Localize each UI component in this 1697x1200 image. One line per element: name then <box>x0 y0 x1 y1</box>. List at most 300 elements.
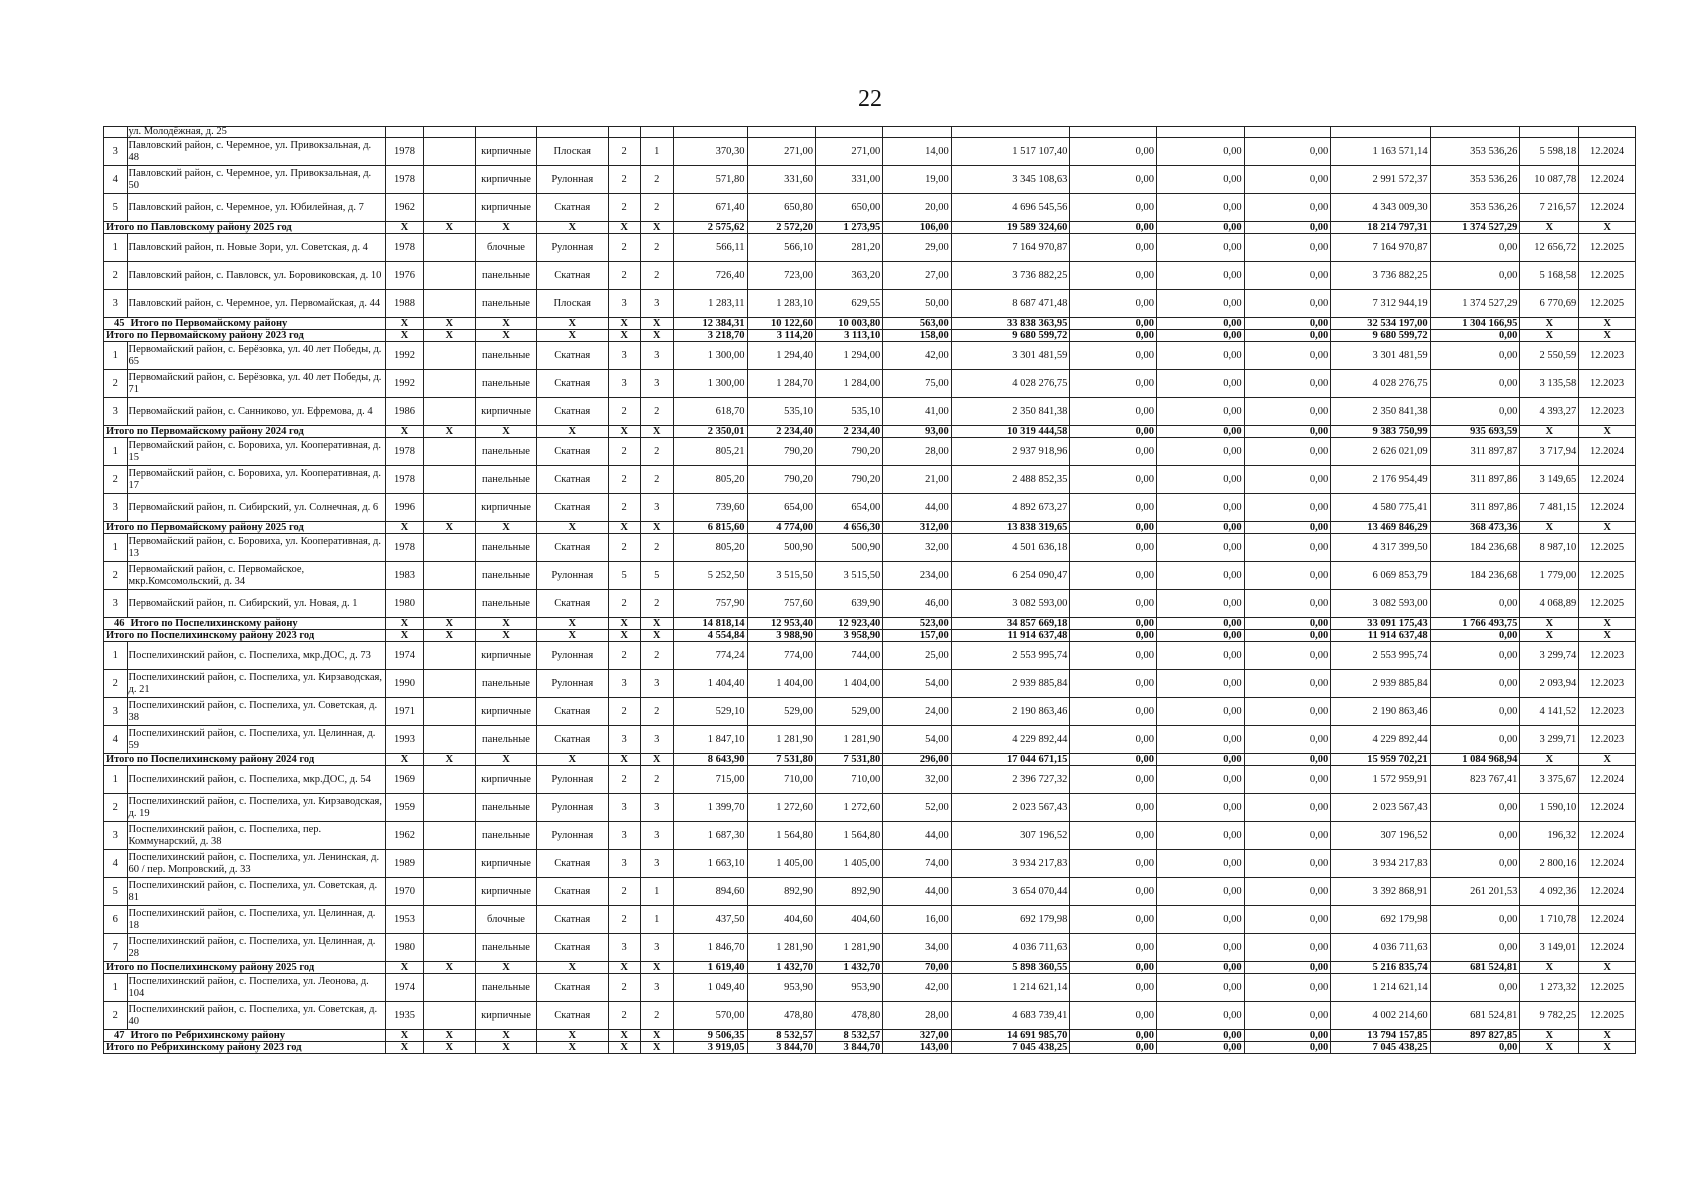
table-row <box>104 138 1636 166</box>
value-cell-a3: 1 281,90 <box>815 934 882 962</box>
year-cell: 1978 <box>386 438 423 466</box>
empty-cell <box>1156 127 1244 138</box>
x-mark-cell: X <box>476 330 537 342</box>
total-value-cell-a1: 8 643,90 <box>673 754 747 766</box>
address-cell: Поспелихинский район, с. Поспелиха, ул. Советская, д. 40 <box>127 1002 386 1030</box>
total-label: Итого по Первомайскому району <box>130 318 288 329</box>
wall-material-cell: блочные <box>476 234 537 262</box>
wall-material-cell: панельные <box>476 290 537 318</box>
total-label-cell <box>104 630 386 642</box>
floors-cell: 3 <box>608 850 640 878</box>
value-cell-cost: 4 696 545,56 <box>951 194 1070 222</box>
table-row <box>104 850 1636 878</box>
x-mark-cell: X <box>608 618 640 630</box>
year-cell: 1989 <box>386 850 423 878</box>
value-cell-a1: 805,20 <box>673 534 747 562</box>
floors-cell: 3 <box>608 726 640 754</box>
value-cell-f1: 0,00 <box>1070 290 1157 318</box>
entrances-cell: 2 <box>640 534 673 562</box>
entrances-cell: 2 <box>640 398 673 426</box>
value-cell-f2: 0,00 <box>1156 822 1244 850</box>
value-cell-a3: 790,20 <box>815 466 882 494</box>
total-label-cell <box>104 222 386 234</box>
value-cell-f3: 0,00 <box>1244 166 1331 194</box>
total-label: Итого по Ребрихинскому району 2023 год <box>106 1042 302 1053</box>
wall-material-cell: кирпичные <box>476 698 537 726</box>
total-row <box>104 754 1636 766</box>
row-number-cell: 2 <box>104 1002 128 1030</box>
value-cell-cost: 7 164 970,87 <box>951 234 1070 262</box>
value-cell-cost: 4 501 636,18 <box>951 534 1070 562</box>
value-cell-cost: 6 254 090,47 <box>951 562 1070 590</box>
floors-cell: 2 <box>608 138 640 166</box>
value-cell-cost: 3 082 593,00 <box>951 590 1070 618</box>
value-cell-a2: 650,80 <box>747 194 815 222</box>
table-row <box>104 822 1636 850</box>
x-mark-cell: X <box>608 222 640 234</box>
total-value-cell-cost: 33 838 363,95 <box>951 318 1070 330</box>
completion-date-cell: 12.2025 <box>1579 262 1636 290</box>
table-row <box>104 290 1636 318</box>
value-cell-f3: 0,00 <box>1244 934 1331 962</box>
value-cell-f1: 0,00 <box>1070 194 1157 222</box>
roof-type-cell: Скатная <box>536 194 608 222</box>
total-value-cell-f2: 0,00 <box>1156 1042 1244 1054</box>
table-row <box>104 262 1636 290</box>
address-cell: Первомайский район, с. Берёзовка, ул. 40 лет Победы, д. 65 <box>127 342 386 370</box>
x-mark-cell: X <box>476 222 537 234</box>
unit-cost-cell: 2 093,94 <box>1520 670 1579 698</box>
empty-cell <box>423 642 475 670</box>
floors-cell: 3 <box>608 934 640 962</box>
value-cell-f2: 0,00 <box>1156 850 1244 878</box>
empty-cell <box>423 878 475 906</box>
value-cell-f5: 353 536,26 <box>1430 166 1520 194</box>
roof-type-cell: Скатная <box>536 850 608 878</box>
x-mark-cell: X <box>423 330 475 342</box>
x-mark-cell: X <box>536 754 608 766</box>
row-number-cell: 5 <box>104 878 128 906</box>
floors-cell: 3 <box>608 342 640 370</box>
value-cell-f1: 0,00 <box>1070 934 1157 962</box>
total-value-cell-f3: 0,00 <box>1244 630 1331 642</box>
empty-cell <box>386 127 423 138</box>
floors-cell: 2 <box>608 494 640 522</box>
row-number-cell: 4 <box>104 166 128 194</box>
total-value-cell-a3: 3 958,90 <box>815 630 882 642</box>
value-cell-people: 50,00 <box>883 290 951 318</box>
total-label-cell <box>104 522 386 534</box>
value-cell-a1: 1 399,70 <box>673 794 747 822</box>
total-value-cell-f2: 0,00 <box>1156 426 1244 438</box>
total-row <box>104 426 1636 438</box>
total-value-cell-f4: 5 216 835,74 <box>1331 962 1430 974</box>
value-cell-a1: 1 404,40 <box>673 670 747 698</box>
value-cell-f5: 823 767,41 <box>1430 766 1520 794</box>
value-cell-f1: 0,00 <box>1070 794 1157 822</box>
unit-cost-cell: 2 800,16 <box>1520 850 1579 878</box>
value-cell-f1: 0,00 <box>1070 974 1157 1002</box>
table-row <box>104 670 1636 698</box>
total-value-cell-f1: 0,00 <box>1070 1030 1157 1042</box>
value-cell-a3: 1 564,80 <box>815 822 882 850</box>
value-cell-cost: 4 892 673,27 <box>951 494 1070 522</box>
address-cell: Поспелихинский район, с. Поспелиха, ул. Советская, д. 81 <box>127 878 386 906</box>
entrances-cell: 2 <box>640 642 673 670</box>
total-label: Итого по Первомайскому району 2023 год <box>106 330 304 341</box>
value-cell-f2: 0,00 <box>1156 398 1244 426</box>
value-cell-f2: 0,00 <box>1156 466 1244 494</box>
floors-cell: 2 <box>608 906 640 934</box>
total-value-cell-f3: 0,00 <box>1244 426 1331 438</box>
wall-material-cell: кирпичные <box>476 166 537 194</box>
value-cell-f4: 2 553 995,74 <box>1331 642 1430 670</box>
x-mark-cell: X <box>423 222 475 234</box>
completion-date-cell: 12.2023 <box>1579 642 1636 670</box>
empty-cell <box>1430 127 1520 138</box>
value-cell-a3: 710,00 <box>815 766 882 794</box>
entrances-cell: 2 <box>640 590 673 618</box>
value-cell-f3: 0,00 <box>1244 670 1331 698</box>
wall-material-cell: кирпичные <box>476 850 537 878</box>
floors-cell: 2 <box>608 438 640 466</box>
total-label: Итого по Первомайскому району 2025 год <box>106 522 304 533</box>
completion-date-cell: 12.2024 <box>1579 138 1636 166</box>
empty-cell <box>423 138 475 166</box>
value-cell-f3: 0,00 <box>1244 850 1331 878</box>
x-mark-cell: X <box>1520 330 1579 342</box>
completion-date-cell: 12.2025 <box>1579 590 1636 618</box>
empty-cell <box>1070 127 1157 138</box>
total-value-cell-cost: 13 838 319,65 <box>951 522 1070 534</box>
value-cell-a2: 953,90 <box>747 974 815 1002</box>
roof-type-cell: Скатная <box>536 534 608 562</box>
roof-type-cell: Рулонная <box>536 670 608 698</box>
value-cell-f4: 692 179,98 <box>1331 906 1430 934</box>
value-cell-f1: 0,00 <box>1070 850 1157 878</box>
total-label-cell <box>104 962 386 974</box>
total-value-cell-people: 157,00 <box>883 630 951 642</box>
value-cell-a3: 271,00 <box>815 138 882 166</box>
address-cell: Павловский район, с. Черемное, ул. Привокзальная, д. 48 <box>127 138 386 166</box>
unit-cost-cell: 1 590,10 <box>1520 794 1579 822</box>
unit-cost-cell: 3 299,71 <box>1520 726 1579 754</box>
x-mark-cell: X <box>386 962 423 974</box>
completion-date-cell: 12.2025 <box>1579 562 1636 590</box>
x-mark-cell: X <box>423 1030 475 1042</box>
floors-cell: 2 <box>608 534 640 562</box>
year-cell: 1974 <box>386 974 423 1002</box>
table-row <box>104 794 1636 822</box>
x-mark-cell: X <box>536 318 608 330</box>
total-value-cell-f3: 0,00 <box>1244 1030 1331 1042</box>
wall-material-cell: блочные <box>476 906 537 934</box>
x-mark-cell: X <box>423 630 475 642</box>
entrances-cell: 2 <box>640 234 673 262</box>
value-cell-f1: 0,00 <box>1070 370 1157 398</box>
completion-date-cell: 12.2023 <box>1579 398 1636 426</box>
unit-cost-cell: 12 656,72 <box>1520 234 1579 262</box>
value-cell-a2: 1 294,40 <box>747 342 815 370</box>
wall-material-cell: кирпичные <box>476 878 537 906</box>
value-cell-a2: 529,00 <box>747 698 815 726</box>
x-mark-cell: X <box>536 522 608 534</box>
completion-date-cell: 12.2023 <box>1579 698 1636 726</box>
x-mark-cell: X <box>386 522 423 534</box>
total-value-cell-a2: 3 844,70 <box>747 1042 815 1054</box>
row-number-cell: 2 <box>104 466 128 494</box>
value-cell-f1: 0,00 <box>1070 562 1157 590</box>
x-mark-cell: X <box>1579 1030 1636 1042</box>
roof-type-cell: Скатная <box>536 878 608 906</box>
value-cell-f1: 0,00 <box>1070 590 1157 618</box>
year-cell: 1992 <box>386 370 423 398</box>
unit-cost-cell: 4 393,27 <box>1520 398 1579 426</box>
completion-date-cell: 12.2023 <box>1579 370 1636 398</box>
value-cell-f5: 311 897,86 <box>1430 466 1520 494</box>
completion-date-cell: 12.2023 <box>1579 670 1636 698</box>
value-cell-people: 54,00 <box>883 726 951 754</box>
table-row <box>104 127 1636 138</box>
value-cell-f2: 0,00 <box>1156 234 1244 262</box>
value-cell-cost: 2 937 918,96 <box>951 438 1070 466</box>
table-row <box>104 194 1636 222</box>
total-value-cell-people: 523,00 <box>883 618 951 630</box>
address-cell: Поспелихинский район, с. Поспелиха, мкр.ДОС, д. 54 <box>127 766 386 794</box>
total-value-cell-a1: 6 815,60 <box>673 522 747 534</box>
value-cell-f5: 261 201,53 <box>1430 878 1520 906</box>
value-cell-f2: 0,00 <box>1156 590 1244 618</box>
value-cell-cost: 3 736 882,25 <box>951 262 1070 290</box>
x-mark-cell: X <box>640 630 673 642</box>
value-cell-a3: 331,00 <box>815 166 882 194</box>
empty-cell <box>423 974 475 1002</box>
table-row <box>104 878 1636 906</box>
completion-date-cell: 12.2023 <box>1579 342 1636 370</box>
value-cell-f2: 0,00 <box>1156 370 1244 398</box>
year-cell: 1990 <box>386 670 423 698</box>
total-value-cell-people: 563,00 <box>883 318 951 330</box>
empty-cell <box>423 934 475 962</box>
empty-cell <box>423 1002 475 1030</box>
total-value-cell-a2: 3 988,90 <box>747 630 815 642</box>
value-cell-f5: 0,00 <box>1430 934 1520 962</box>
value-cell-people: 29,00 <box>883 234 951 262</box>
x-mark-cell: X <box>1520 222 1579 234</box>
x-mark-cell: X <box>1579 754 1636 766</box>
value-cell-f5: 0,00 <box>1430 590 1520 618</box>
x-mark-cell: X <box>423 318 475 330</box>
roof-type-cell: Скатная <box>536 342 608 370</box>
entrances-cell: 3 <box>640 670 673 698</box>
value-cell-f5: 0,00 <box>1430 234 1520 262</box>
total-value-cell-a3: 3 844,70 <box>815 1042 882 1054</box>
total-label-cell <box>104 318 386 330</box>
table-row <box>104 342 1636 370</box>
year-cell: 1993 <box>386 726 423 754</box>
x-mark-cell: X <box>1520 1042 1579 1054</box>
unit-cost-cell: 1 710,78 <box>1520 906 1579 934</box>
unit-cost-cell: 7 481,15 <box>1520 494 1579 522</box>
row-number-cell: 2 <box>104 670 128 698</box>
value-cell-f5: 353 536,26 <box>1430 194 1520 222</box>
total-value-cell-f2: 0,00 <box>1156 618 1244 630</box>
entrances-cell: 2 <box>640 262 673 290</box>
value-cell-people: 52,00 <box>883 794 951 822</box>
value-cell-f3: 0,00 <box>1244 974 1331 1002</box>
address-cell: Поспелихинский район, с. Поспелиха, ул. Леонова, д. 104 <box>127 974 386 1002</box>
value-cell-a1: 529,10 <box>673 698 747 726</box>
total-value-cell-people: 296,00 <box>883 754 951 766</box>
value-cell-people: 28,00 <box>883 1002 951 1030</box>
row-number-cell: 2 <box>104 562 128 590</box>
value-cell-cost: 4 036 711,63 <box>951 934 1070 962</box>
total-value-cell-cost: 11 914 637,48 <box>951 630 1070 642</box>
total-value-cell-cost: 14 691 985,70 <box>951 1030 1070 1042</box>
total-value-cell-a2: 2 572,20 <box>747 222 815 234</box>
empty-cell <box>423 766 475 794</box>
total-value-cell-cost: 7 045 438,25 <box>951 1042 1070 1054</box>
total-value-cell-f5: 1 304 166,95 <box>1430 318 1520 330</box>
row-number-cell: 1 <box>104 766 128 794</box>
address-cell: ул. Молодёжная, д. 25 <box>127 127 386 138</box>
value-cell-a2: 1 405,00 <box>747 850 815 878</box>
x-mark-cell: X <box>1520 618 1579 630</box>
total-label-cell <box>104 1042 386 1054</box>
total-value-cell-f5: 0,00 <box>1430 330 1520 342</box>
value-cell-f1: 0,00 <box>1070 166 1157 194</box>
roof-type-cell: Рулонная <box>536 822 608 850</box>
value-cell-a3: 650,00 <box>815 194 882 222</box>
wall-material-cell: панельные <box>476 726 537 754</box>
x-mark-cell: X <box>640 426 673 438</box>
value-cell-f4: 1 163 571,14 <box>1331 138 1430 166</box>
x-mark-cell: X <box>476 1042 537 1054</box>
value-cell-cost: 8 687 471,48 <box>951 290 1070 318</box>
value-cell-f3: 0,00 <box>1244 466 1331 494</box>
value-cell-a2: 566,10 <box>747 234 815 262</box>
empty-cell <box>423 534 475 562</box>
value-cell-f4: 1 572 959,91 <box>1331 766 1430 794</box>
x-mark-cell: X <box>608 426 640 438</box>
value-cell-f5: 353 536,26 <box>1430 138 1520 166</box>
unit-cost-cell: 3 299,74 <box>1520 642 1579 670</box>
x-mark-cell: X <box>1520 1030 1579 1042</box>
value-cell-a1: 1 049,40 <box>673 974 747 1002</box>
total-value-cell-f5: 1 766 493,75 <box>1430 618 1520 630</box>
roof-type-cell: Скатная <box>536 726 608 754</box>
value-cell-a3: 500,90 <box>815 534 882 562</box>
value-cell-f5: 311 897,87 <box>1430 438 1520 466</box>
x-mark-cell: X <box>423 522 475 534</box>
x-mark-cell: X <box>536 618 608 630</box>
x-mark-cell: X <box>1520 754 1579 766</box>
value-cell-people: 54,00 <box>883 670 951 698</box>
value-cell-people: 14,00 <box>883 138 951 166</box>
value-cell-a1: 715,00 <box>673 766 747 794</box>
floors-cell: 2 <box>608 234 640 262</box>
total-value-cell-f3: 0,00 <box>1244 222 1331 234</box>
x-mark-cell: X <box>1520 522 1579 534</box>
total-label: Итого по Поспелихинскому району 2025 год <box>106 962 315 973</box>
row-number-cell <box>104 127 128 138</box>
wall-material-cell: панельные <box>476 974 537 1002</box>
x-mark-cell: X <box>386 754 423 766</box>
total-value-cell-f3: 0,00 <box>1244 618 1331 630</box>
completion-date-cell: 12.2025 <box>1579 974 1636 1002</box>
value-cell-people: 44,00 <box>883 822 951 850</box>
completion-date-cell: 12.2024 <box>1579 438 1636 466</box>
value-cell-a2: 790,20 <box>747 466 815 494</box>
value-cell-a1: 437,50 <box>673 906 747 934</box>
floors-cell: 2 <box>608 974 640 1002</box>
unit-cost-cell: 8 987,10 <box>1520 534 1579 562</box>
value-cell-a1: 805,21 <box>673 438 747 466</box>
value-cell-people: 21,00 <box>883 466 951 494</box>
wall-material-cell: панельные <box>476 438 537 466</box>
empty-cell <box>423 234 475 262</box>
x-mark-cell: X <box>640 222 673 234</box>
value-cell-a1: 1 300,00 <box>673 342 747 370</box>
value-cell-people: 32,00 <box>883 766 951 794</box>
value-cell-a1: 566,11 <box>673 234 747 262</box>
year-cell: 1988 <box>386 290 423 318</box>
value-cell-f2: 0,00 <box>1156 342 1244 370</box>
total-value-cell-cost: 9 680 599,72 <box>951 330 1070 342</box>
total-value-cell-f1: 0,00 <box>1070 618 1157 630</box>
roof-type-cell: Скатная <box>536 906 608 934</box>
year-cell: 1969 <box>386 766 423 794</box>
address-cell: Поспелихинский район, с. Поспелиха, ул. Кирзаводская, д. 21 <box>127 670 386 698</box>
value-cell-a3: 1 405,00 <box>815 850 882 878</box>
empty-cell <box>747 127 815 138</box>
value-cell-f1: 0,00 <box>1070 262 1157 290</box>
year-cell: 1962 <box>386 822 423 850</box>
x-mark-cell: X <box>476 962 537 974</box>
total-label-cell <box>104 618 386 630</box>
floors-cell: 2 <box>608 166 640 194</box>
value-cell-f1: 0,00 <box>1070 466 1157 494</box>
total-value-cell-f3: 0,00 <box>1244 754 1331 766</box>
x-mark-cell: X <box>386 426 423 438</box>
value-cell-cost: 2 396 727,32 <box>951 766 1070 794</box>
x-mark-cell: X <box>1520 630 1579 642</box>
value-cell-f3: 0,00 <box>1244 138 1331 166</box>
empty-cell <box>1520 127 1579 138</box>
roof-type-cell: Скатная <box>536 438 608 466</box>
floors-cell: 2 <box>608 398 640 426</box>
total-value-cell-f1: 0,00 <box>1070 962 1157 974</box>
table-body <box>104 127 1636 1054</box>
row-number-cell: 2 <box>104 370 128 398</box>
completion-date-cell: 12.2023 <box>1579 726 1636 754</box>
address-cell: Поспелихинский район, с. Поспелиха, мкр.ДОС, д. 73 <box>127 642 386 670</box>
empty-cell <box>423 494 475 522</box>
value-cell-a3: 639,90 <box>815 590 882 618</box>
value-cell-a2: 331,60 <box>747 166 815 194</box>
year-cell: 1986 <box>386 398 423 426</box>
table-row <box>104 370 1636 398</box>
table-row <box>104 590 1636 618</box>
value-cell-cost: 2 939 885,84 <box>951 670 1070 698</box>
entrances-cell: 1 <box>640 878 673 906</box>
value-cell-f4: 3 082 593,00 <box>1331 590 1430 618</box>
wall-material-cell: панельные <box>476 934 537 962</box>
unit-cost-cell: 1 273,32 <box>1520 974 1579 1002</box>
total-value-cell-a1: 9 506,35 <box>673 1030 747 1042</box>
total-label-cell <box>104 754 386 766</box>
total-value-cell-f4: 33 091 175,43 <box>1331 618 1430 630</box>
